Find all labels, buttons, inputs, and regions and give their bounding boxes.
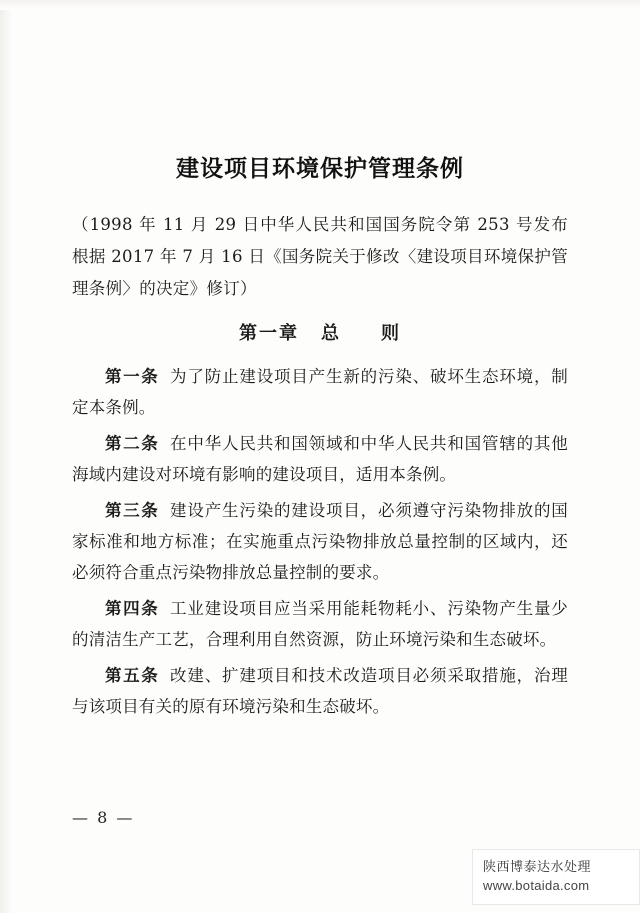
article-4-text: 工业建设项目应当采用能耗物耗小、污染物产生量少的清洁生产工艺，合理利用自然资源，防止环境污染和生态破坏。: [72, 599, 569, 649]
promulgation-line-3: 理条例〉的决定》修订）: [72, 279, 257, 298]
article-5: [72, 660, 568, 722]
chapter-name: 总 则: [321, 323, 401, 344]
watermark: [472, 849, 640, 905]
article-2-text: 在中华人民共和国领域和中华人民共和国管辖的其他海域内建设对环境有影响的建设项目，适用本条例。: [72, 434, 569, 484]
page-number: — 8 —: [72, 808, 135, 827]
article-1-text: 为了防止建设项目产生新的污染、破坏生态环境，制定本条例。: [72, 367, 569, 417]
article-1-label: 第一条: [105, 367, 160, 386]
watermark-url: www.botaida.com: [483, 878, 590, 893]
article-4-label: 第四条: [105, 599, 160, 618]
article-2: [72, 428, 568, 490]
promulgation-paragraph: [72, 209, 568, 305]
watermark-company: 陕西博泰达水处理: [483, 859, 592, 874]
document-content: [72, 150, 568, 727]
scan-edge-top: [0, 0, 640, 10]
article-2-label: 第二条: [105, 434, 160, 453]
article-3-text: 建设产生污染的建设项目，必须遵守污染物排放的国家标准和地方标准；在实施重点污染物排放总量控制的区域内，还必须符合重点污染物排放总量控制的要求。: [72, 501, 569, 582]
promulgation-line-1: （1998 年 11 月 29 日中华人民共和国国务院令第 253 号发布: [72, 215, 568, 234]
article-3-label: 第三条: [105, 501, 160, 520]
article-5-text: 改建、扩建项目和技术改造项目必须采取措施，治理与该项目有关的原有环境污染和生态破坏。: [72, 666, 569, 716]
chapter-heading: [72, 319, 568, 345]
article-4: [72, 593, 568, 655]
article-3: [72, 495, 568, 588]
chapter-number: 第一章: [239, 323, 299, 344]
article-5-label: 第五条: [105, 666, 160, 685]
article-1: [72, 361, 568, 423]
promulgation-line-2: 根据 2017 年 7 月 16 日《国务院关于修改〈建设项目环境保护管: [72, 247, 568, 266]
scan-edge-left: [0, 0, 14, 913]
page-title: 建设项目环境保护管理条例: [176, 155, 464, 182]
